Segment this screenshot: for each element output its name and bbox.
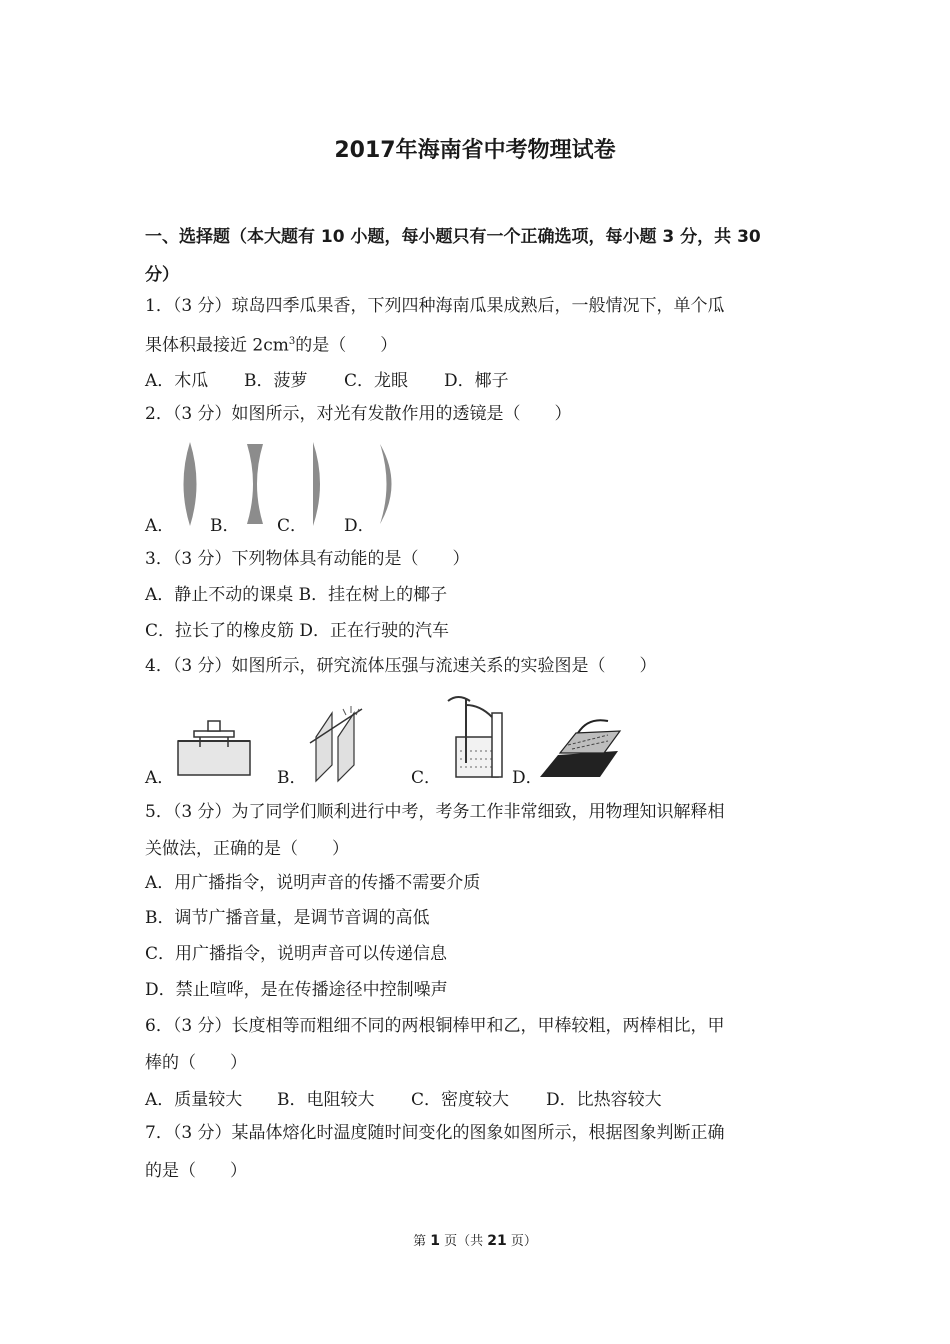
- q5-option-c: C．用广播指令，说明声音可以传递信息: [145, 944, 448, 964]
- q5-stem: 5．（3 分）为了同学们顺利进行中考，考务工作非常细致，用物理知识解释相: [145, 802, 725, 822]
- q1-option-d: D．椰子: [444, 371, 509, 391]
- q2-option-a: A．: [145, 516, 175, 536]
- container-apparatus-icon: [178, 721, 250, 775]
- q6-option-b: B．电阻较大: [277, 1090, 375, 1110]
- beaker-tube-apparatus-icon: [448, 697, 502, 777]
- q1-stem-pre: 果体积最接近 2cm: [145, 335, 289, 356]
- convex-lens-icon: [184, 442, 197, 526]
- q4-experiment-figures: [148, 693, 628, 783]
- section-heading: 一、选择题（本大题有 10 小题，每小题只有一个正确选项，每小题 3 分，共 30: [145, 227, 761, 247]
- q4-option-c: C．: [411, 768, 442, 788]
- q4-stem: 4．（3 分）如图所示，研究流体压强与流速关系的实验图是（ ）: [145, 656, 657, 676]
- q1-option-c: C．龙眼: [344, 371, 409, 391]
- q2-option-d: D．: [344, 516, 375, 536]
- q1-superscript: 3: [288, 336, 296, 347]
- hanging-paper-sheets-icon: [310, 706, 362, 781]
- q4-option-b: B．: [277, 768, 307, 788]
- footer-middle: 页（共: [440, 1234, 488, 1249]
- q1-stem: 1．（3 分）琼岛四季瓜果香，下列四种海南瓜果成熟后，一般情况下，单个瓜: [145, 296, 725, 316]
- q3-stem: 3．（3 分）下列物体具有动能的是（ ）: [145, 549, 470, 569]
- section-heading-cont: 分）: [145, 265, 179, 285]
- q6-stem-cont: 棒的（ ）: [145, 1053, 247, 1073]
- meniscus-lens-icon: [380, 444, 392, 524]
- page-footer: [0, 1230, 950, 1249]
- q2-stem: 2．（3 分）如图所示，对光有发散作用的透镜是（ ）: [145, 404, 572, 424]
- q5-stem-cont: 关做法，正确的是（ ）: [145, 839, 349, 859]
- q4-option-d: D．: [512, 768, 543, 788]
- q5-option-b: B．调节广播音量，是调节音调的高低: [145, 908, 430, 928]
- q6-option-d: D．比热容较大: [546, 1090, 662, 1110]
- page-title: 2017年海南省中考物理试卷: [334, 138, 616, 163]
- q4-option-a: A．: [145, 768, 175, 788]
- q6-option-c: C．密度较大: [411, 1090, 510, 1110]
- footer-total-pages: 21: [487, 1233, 507, 1249]
- q1-option-b: B．菠萝: [244, 371, 308, 391]
- block-on-surface-icon: [540, 720, 620, 777]
- q1-stem-post: 的是（ ）: [295, 335, 398, 356]
- q2-option-b: B．: [210, 516, 240, 536]
- concave-lens-icon: [247, 444, 263, 524]
- footer-suffix: 页）: [506, 1234, 537, 1249]
- footer-prefix: 第: [413, 1234, 431, 1249]
- q3-options-cd: C．拉长了的橡皮筋 D．正在行驶的汽车: [145, 621, 450, 641]
- footer-page-number: 1: [430, 1233, 440, 1249]
- q6-stem: 6．（3 分）长度相等而粗细不同的两根铜棒甲和乙，甲棒较粗，两棒相比，甲: [145, 1016, 725, 1036]
- q7-stem: 7．（3 分）某晶体熔化时温度随时间变化的图象如图所示，根据图象判断正确: [145, 1123, 725, 1143]
- q7-stem-cont: 的是（ ）: [145, 1161, 247, 1181]
- q5-option-d: D．禁止喧哗，是在传播途径中控制噪声: [145, 980, 448, 1000]
- plano-convex-lens-icon: [313, 442, 320, 526]
- q1-stem-cont: [145, 330, 397, 358]
- q1-option-a: A．木瓜: [145, 371, 209, 391]
- q3-options-ab: A．静止不动的课桌 B．挂在树上的椰子: [145, 585, 448, 605]
- q2-option-c: C．: [277, 516, 308, 536]
- q6-option-a: A．质量较大: [145, 1090, 243, 1110]
- q5-option-a: A．用广播指令，说明声音的传播不需要介质: [145, 873, 481, 893]
